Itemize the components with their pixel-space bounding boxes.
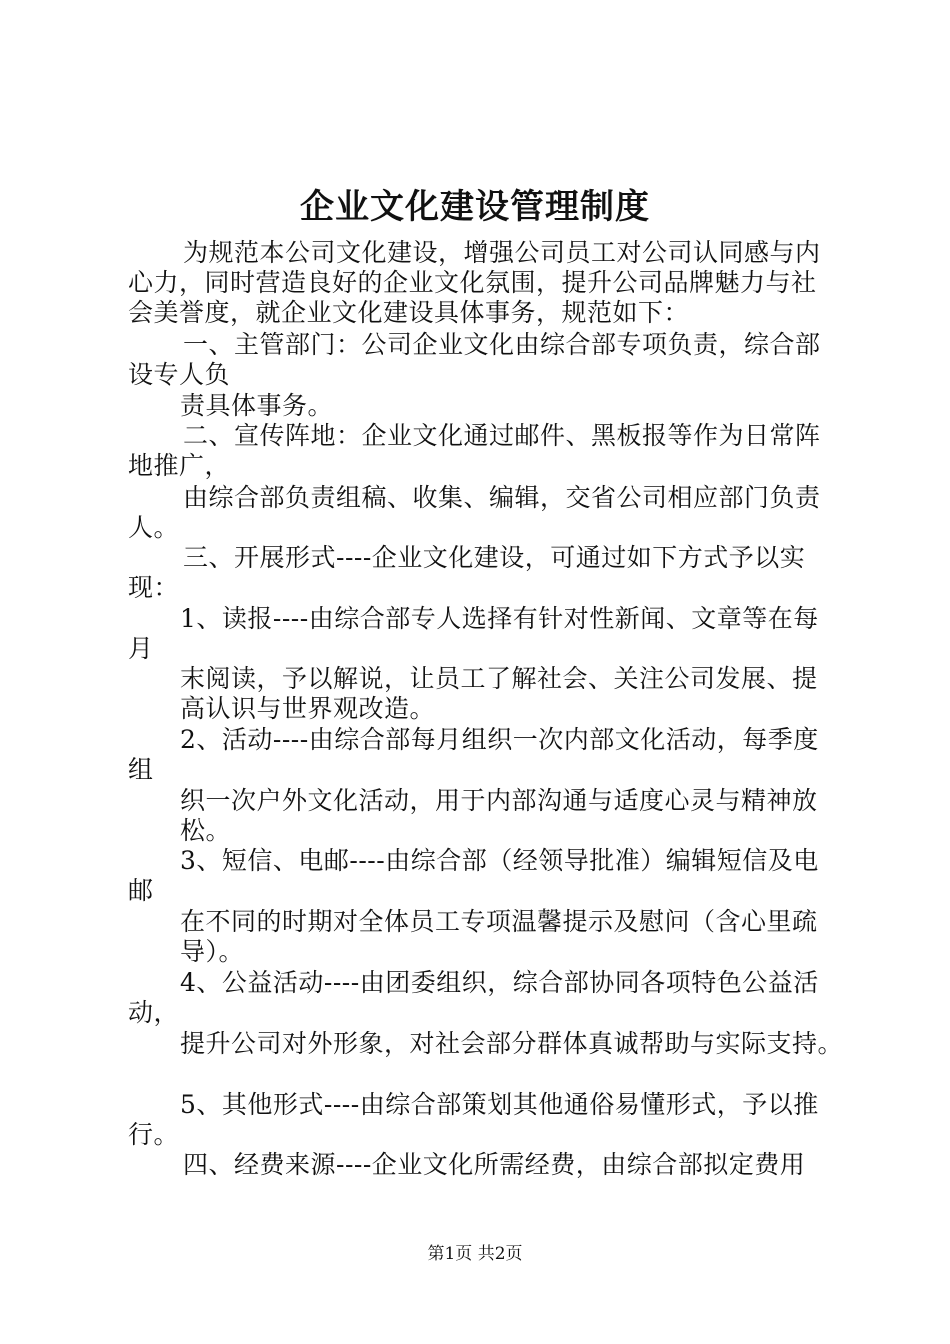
body-line: 导）。: [180, 937, 245, 966]
body-line: 二、宣传阵地：企业文化通过邮件、黑板报等作为日常阵: [183, 421, 821, 450]
body-line: 松。: [180, 816, 232, 845]
body-line: 为规范本公司文化建设，增强公司员工对公司认同感与内: [183, 238, 821, 267]
body-line: 心力，同时营造良好的企业文化氛围，提升公司品牌魅力与社: [128, 268, 817, 297]
body-line: 月: [128, 634, 154, 663]
body-line: 提升公司对外形象，对社会部分群体真诚帮助与实际支持。: [180, 1029, 844, 1058]
body-line: 动，: [128, 998, 180, 1027]
body-line: 责具体事务。: [180, 391, 334, 420]
body-line: 3、短信、电邮----由综合部（经领导批准）编辑短信及电: [180, 846, 819, 875]
body-line: 2、活动----由综合部每月组织一次内部文化活动，每季度: [180, 725, 819, 754]
body-line: 设专人负: [128, 360, 231, 389]
body-line: 在不同的时期对全体员工专项温馨提示及慰问（含心里疏: [180, 907, 818, 936]
body-line: 由综合部负责组稿、收集、编辑，交省公司相应部门负责: [183, 483, 821, 512]
body-line: 现：: [128, 573, 180, 602]
body-line: 末阅读，予以解说，让员工了解社会、关注公司发展、提: [180, 664, 818, 693]
body-line: 一、主管部门：公司企业文化由综合部专项负责，综合部: [183, 330, 821, 359]
body-line: 高认识与世界观改造。: [180, 694, 436, 723]
body-line: 地推广，: [128, 451, 231, 480]
body-line: 织一次户外文化活动，用于内部沟通与适度心灵与精神放: [180, 786, 818, 815]
page-footer: 第1页 共2页: [427, 1244, 523, 1264]
body-line: 组: [128, 755, 154, 784]
body-line: 5、其他形式----由综合部策划其他通俗易懂形式，予以推: [180, 1090, 819, 1119]
body-line: 邮: [128, 876, 154, 905]
body-line: 四、经费来源----企业文化所需经费，由综合部拟定费用: [183, 1150, 806, 1179]
body-line: 人。: [128, 513, 180, 542]
document-title: 企业文化建设管理制度: [300, 187, 650, 227]
body-line: 4、公益活动----由团委组织，综合部协同各项特色公益活: [180, 968, 819, 997]
body-line: 行。: [128, 1120, 180, 1149]
body-line: 三、开展形式----企业文化建设，可通过如下方式予以实: [183, 543, 806, 572]
body-line: 会美誉度，就企业文化建设具体事务，规范如下：: [128, 298, 690, 327]
body-line: 1、读报----由综合部专人选择有针对性新闻、文章等在每: [180, 604, 819, 633]
